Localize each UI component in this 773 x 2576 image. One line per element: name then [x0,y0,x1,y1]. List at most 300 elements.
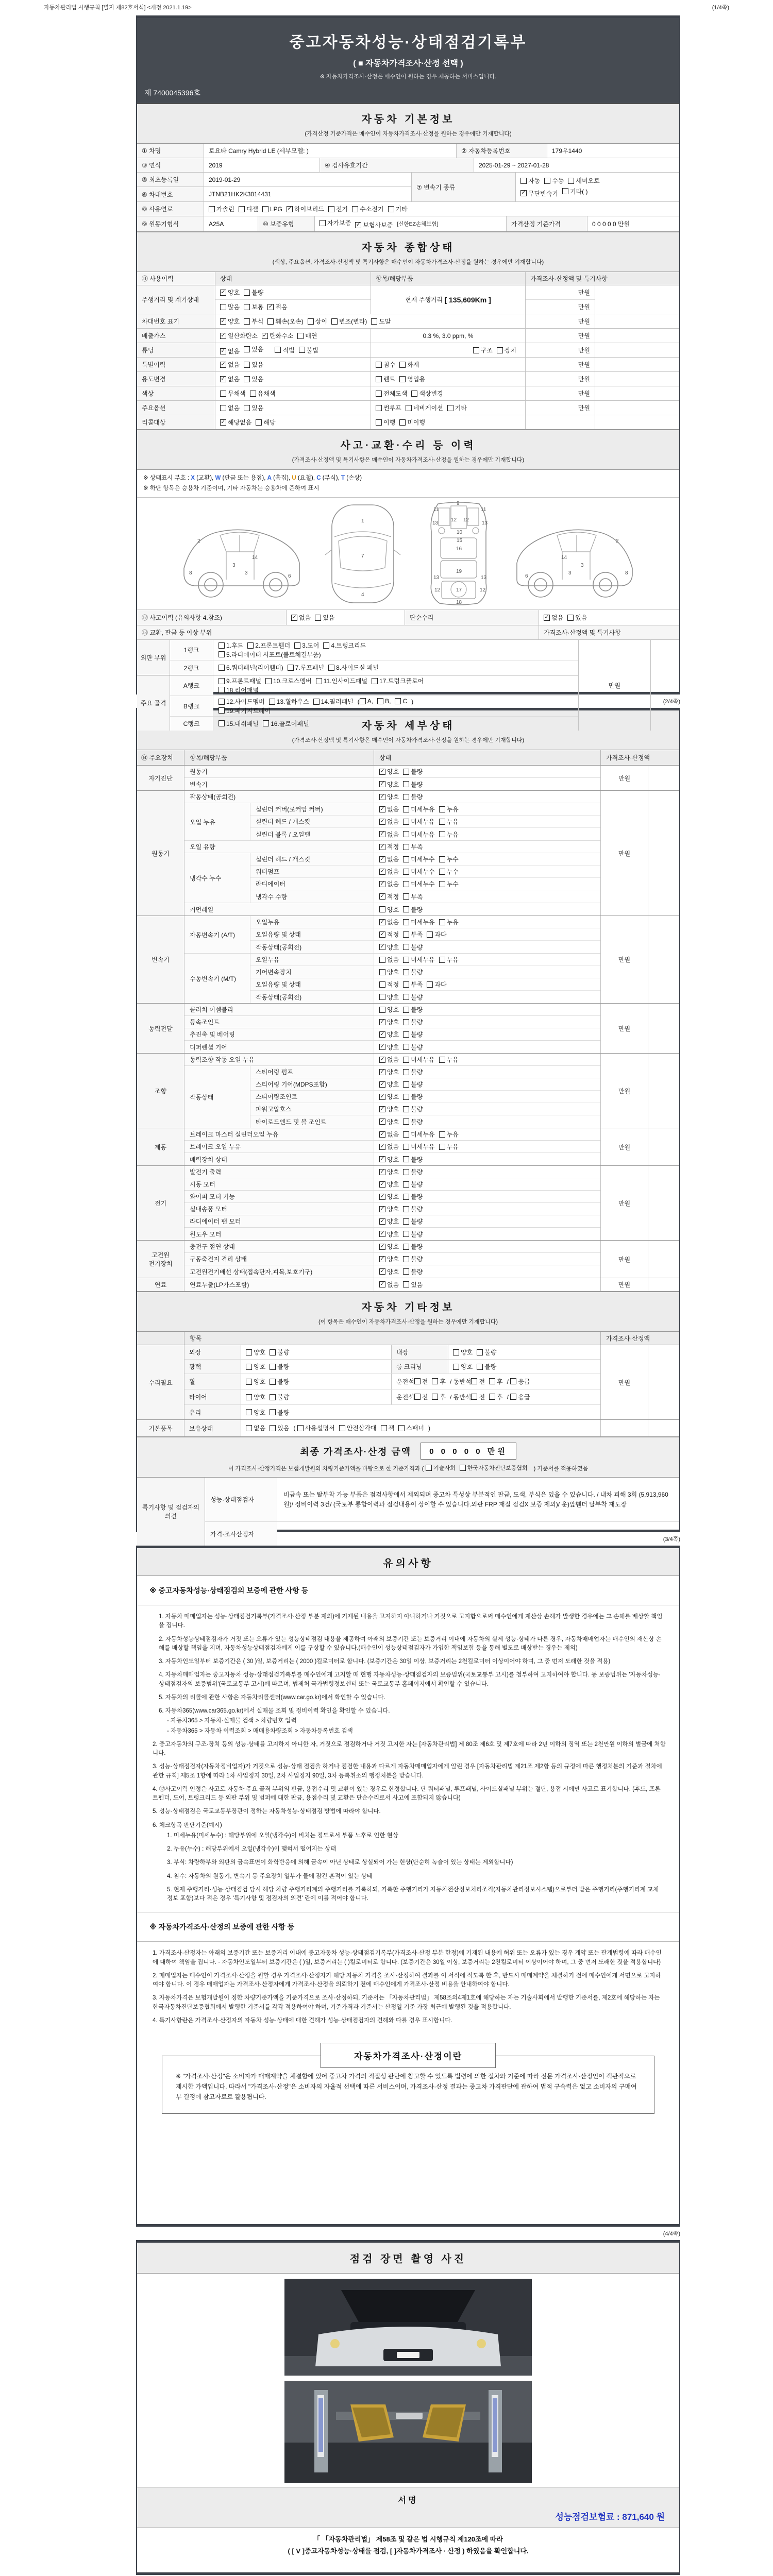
unchecked-checkbox-option[interactable]: 5.라디에이터 서포트(볼트체결부품) [219,650,321,659]
checked-checkbox-option[interactable]: ✓ 양호 [380,1118,399,1126]
unchecked-checkbox-option[interactable]: 썬루프 [376,403,401,412]
checked-checkbox-option[interactable]: ✓ 양호 [380,781,399,788]
unchecked-checkbox-option[interactable]: 훼손(오손) [267,317,303,326]
unchecked-checkbox-option[interactable]: 불량 [403,780,423,789]
unchecked-checkbox-option[interactable]: 있음 [244,403,263,412]
checked-checkbox-option[interactable]: ✓ 양호 [380,1268,399,1276]
unchecked-checkbox-option[interactable]: 전 [471,1393,485,1401]
unchecked-checkbox-option[interactable]: 불량 [403,1092,423,1101]
unchecked-checkbox-option[interactable]: 양호 [246,1377,265,1386]
unchecked-checkbox-option[interactable]: 4.트렁크리드 [323,641,366,650]
unchecked-checkbox-option[interactable]: 불량 [403,767,423,776]
unchecked-checkbox-option[interactable]: 11.인사이드패널 [316,676,367,685]
unchecked-checkbox-option[interactable]: 수소전기 [352,205,383,213]
item-state[interactable] [374,878,600,890]
checked-checkbox-option[interactable]: ✓ 적정 [380,843,399,851]
unchecked-checkbox-option[interactable]: 누유 [439,817,459,826]
color-options[interactable] [215,386,371,400]
unchecked-checkbox-option[interactable]: 영업용 [399,375,425,383]
unchecked-checkbox-option[interactable]: 불량 [403,1018,423,1026]
unchecked-checkbox-option[interactable]: 미이행 [399,418,425,427]
unchecked-checkbox-option[interactable]: 10.크로스멤버 [265,676,312,685]
unchecked-checkbox-option[interactable]: 18.리어패널 [219,686,259,694]
unchecked-checkbox-option[interactable]: 불량 [403,1105,423,1113]
unchecked-checkbox-option[interactable]: 양호 [453,1362,473,1371]
checked-checkbox-option[interactable]: ✓ 없음 [221,375,240,383]
unchecked-checkbox-option[interactable]: 불량 [403,792,423,801]
unchecked-checkbox-option[interactable]: 불량 [403,1192,423,1201]
unchecked-checkbox-option[interactable]: 부식 [244,317,263,326]
item-state[interactable] [374,966,600,978]
unchecked-checkbox-option[interactable]: 불량 [403,1167,423,1176]
item-state[interactable] [374,791,600,803]
unchecked-checkbox-option[interactable]: 양호 [379,905,399,914]
unchecked-checkbox-option[interactable]: 9.프론트패널 [219,676,261,685]
tuning-legal-options[interactable] [275,346,322,355]
rankB-items-line1[interactable] [219,697,358,706]
unchecked-checkbox-option[interactable]: 세미오토 [568,176,599,185]
unchecked-checkbox-option[interactable]: 도말 [371,317,391,326]
unchecked-checkbox-option[interactable]: A, [360,698,373,705]
unchecked-checkbox-option[interactable]: 스패너 [398,1423,424,1432]
unchecked-checkbox-option[interactable]: 불량 [403,943,423,952]
unchecked-checkbox-option[interactable]: 한국자동차진단보증협회 [460,1464,528,1472]
unchecked-checkbox-option[interactable]: 불량 [403,1030,423,1039]
item-state[interactable] [374,1228,600,1240]
checked-checkbox-option[interactable]: ✓ 없음 [221,347,240,355]
item-state[interactable] [374,1153,600,1165]
unchecked-checkbox-option[interactable]: 누유 [439,918,459,926]
item-state[interactable] [374,778,600,790]
unchecked-checkbox-option[interactable]: 16.플로어패널 [263,719,309,728]
checked-checkbox-option[interactable]: ✓ 없음 [380,1143,399,1150]
unchecked-checkbox-option[interactable]: 전 [414,1393,428,1401]
unchecked-checkbox-option[interactable]: 디젤 [239,205,258,213]
item-state[interactable] [374,1078,600,1090]
unchecked-checkbox-option[interactable]: 12.사이드멤버 [219,697,265,706]
item-state[interactable] [374,1191,600,1202]
unchecked-checkbox-option[interactable]: 불량 [477,1362,496,1371]
unchecked-checkbox-option[interactable]: 자동 [520,176,540,185]
unchecked-checkbox-option[interactable]: 응급 [510,1377,530,1386]
unchecked-checkbox-option[interactable]: 불량 [270,1393,289,1401]
unchecked-checkbox-option[interactable]: 17.트렁크플로어 [372,676,424,685]
transmission-type-options-1[interactable] [520,176,604,185]
unchecked-checkbox-option[interactable]: 구조 [473,346,493,354]
checked-checkbox-option[interactable]: ✓ 양호 [380,1080,399,1088]
unchecked-checkbox-option[interactable]: 있음 [315,613,334,622]
unchecked-checkbox-option[interactable]: 렌트 [376,375,395,383]
unchecked-checkbox-option[interactable]: 누유 [439,955,459,964]
checked-checkbox-option[interactable]: ✓ 없음 [380,818,399,825]
item-state[interactable] [374,1091,600,1103]
checked-checkbox-option[interactable]: ✓ 양호 [380,768,399,775]
unchecked-checkbox-option[interactable]: 불량 [403,1217,423,1226]
unchecked-checkbox-option[interactable]: 있음 [244,360,263,369]
checked-checkbox-option[interactable]: ✓ 양호 [380,1030,399,1038]
checked-checkbox-option[interactable]: ✓ 없음 [380,1056,399,1063]
wheel-options[interactable] [241,1374,392,1389]
fuel-options[interactable] [204,202,679,216]
interior-options[interactable] [448,1345,600,1359]
item-state[interactable] [374,1215,600,1227]
mileage-amount-options[interactable] [215,300,371,314]
unchecked-checkbox-option[interactable]: 13.휠하우스 [269,697,309,706]
unchecked-checkbox-option[interactable]: 장치 [497,346,516,354]
item-state[interactable] [374,1103,600,1115]
unchecked-checkbox-option[interactable]: 미세누유 [403,817,434,826]
rankA-items-line1[interactable] [219,676,573,686]
checked-checkbox-option[interactable]: ✓ 양호 [380,1205,399,1213]
unchecked-checkbox-option[interactable]: 전기 [328,205,348,213]
item-state[interactable] [374,1166,600,1178]
tire-passenger-options[interactable] [471,1393,507,1402]
unchecked-checkbox-option[interactable]: 있음 [403,1280,423,1289]
checked-checkbox-option[interactable]: ✓ 탄화수소 [262,332,294,340]
unchecked-checkbox-option[interactable]: 2.프론트휀더 [247,641,290,650]
unchecked-checkbox-option[interactable]: 과다 [427,930,446,939]
holding-options[interactable] [241,1420,600,1436]
item-state[interactable] [374,853,600,865]
wheel-positions[interactable] [392,1374,600,1389]
unchecked-checkbox-option[interactable]: 미세누유 [403,805,434,814]
options-exist[interactable] [215,401,371,415]
unchecked-checkbox-option[interactable]: 불량 [403,1205,423,1213]
unchecked-checkbox-option[interactable]: 불량 [403,1242,423,1251]
unchecked-checkbox-option[interactable]: 미세누유 [403,1130,434,1139]
warranty-checkboxes[interactable] [320,218,397,229]
unchecked-checkbox-option[interactable]: 양호 [246,1393,265,1401]
item-state[interactable] [374,1141,600,1153]
rankA-items-line2[interactable] [219,686,573,695]
rankB-items-line2[interactable] [219,706,573,716]
unchecked-checkbox-option[interactable]: 없음 [246,1423,265,1432]
checked-checkbox-option[interactable]: ✓ 없음 [380,918,399,926]
unchecked-checkbox-option[interactable]: 양호 [453,1348,473,1357]
unchecked-checkbox-option[interactable]: 전체도색 [376,389,407,398]
checked-checkbox-option[interactable]: ✓ 무단변속기 [521,190,558,197]
item-state[interactable] [374,1128,600,1140]
item-state[interactable] [374,1066,600,1078]
unchecked-checkbox-option[interactable]: 누유 [439,830,459,839]
unchecked-checkbox-option[interactable]: 보통 [244,302,263,311]
unchecked-checkbox-option[interactable]: 양호 [246,1362,265,1371]
unchecked-checkbox-option[interactable]: 불량 [403,1255,423,1263]
checked-checkbox-option[interactable]: ✓ 없음 [380,855,399,863]
checked-checkbox-option[interactable]: ✓ 양호 [380,793,399,801]
special-history-kind[interactable] [371,358,526,371]
checked-checkbox-option[interactable]: ✓ 양호 [380,1180,399,1188]
unchecked-checkbox-option[interactable]: 미세누유 [403,1055,434,1064]
item-state[interactable] [374,766,600,777]
unchecked-checkbox-option[interactable]: 침수 [376,360,395,369]
unchecked-checkbox-option[interactable]: 불량 [403,1267,423,1276]
standard-book-options[interactable] [426,1464,531,1472]
unchecked-checkbox-option[interactable]: 수동 [544,176,564,185]
item-state[interactable] [374,890,600,903]
unchecked-checkbox-option[interactable]: 누수 [439,867,459,876]
unchecked-checkbox-option[interactable]: 기술사회 [426,1464,456,1472]
checked-checkbox-option[interactable]: ✓ 양호 [380,1217,399,1225]
item-state[interactable] [374,978,600,990]
item-state[interactable] [374,1278,600,1291]
unchecked-checkbox-option[interactable]: 불량 [403,968,423,976]
vin-mark-options[interactable] [215,314,526,328]
item-state[interactable] [374,941,600,953]
room-cleaning-options[interactable] [448,1360,600,1374]
unchecked-checkbox-option[interactable]: 14.필러패널 [313,697,354,706]
unchecked-checkbox-option[interactable]: 잭 [381,1423,395,1432]
unchecked-checkbox-option[interactable]: 불량 [403,1067,423,1076]
item-state[interactable] [374,1265,600,1278]
unchecked-checkbox-option[interactable]: 8.사이드실 패널 [328,663,379,672]
item-state[interactable] [374,916,600,928]
unchecked-checkbox-option[interactable]: 안전삼각대 [339,1423,377,1432]
checked-checkbox-option[interactable]: ✓ 양호 [380,1230,399,1238]
unchecked-checkbox-option[interactable]: 무채색 [220,389,246,398]
tire-positions[interactable] [392,1389,600,1404]
unchecked-checkbox-option[interactable]: 후 [432,1377,446,1386]
unchecked-checkbox-option[interactable]: 부족 [403,892,423,901]
unchecked-checkbox-option[interactable]: 불량 [270,1408,289,1417]
unchecked-checkbox-option[interactable]: 미세누유 [403,1142,434,1151]
unchecked-checkbox-option[interactable]: 누유 [439,1130,459,1139]
glass-options[interactable] [241,1405,600,1419]
accident-history-options[interactable] [287,610,405,625]
unchecked-checkbox-option[interactable]: 있음 [244,375,263,383]
checked-checkbox-option[interactable]: ✓ 없음 [544,614,564,622]
unchecked-checkbox-option[interactable]: 없음 [220,403,240,412]
item-state[interactable] [374,841,600,853]
checked-checkbox-option[interactable]: ✓ 양호 [380,1093,399,1100]
unchecked-checkbox-option[interactable]: 미세누유 [403,955,434,964]
unchecked-checkbox-option[interactable]: 불량 [244,288,263,297]
checked-checkbox-option[interactable]: ✓ 없음 [380,868,399,875]
checked-checkbox-option[interactable]: ✓ 양호 [380,1105,399,1113]
unchecked-checkbox-option[interactable]: 불량 [270,1348,289,1357]
unchecked-checkbox-option[interactable]: 양호 [379,1005,399,1014]
unchecked-checkbox-option[interactable]: 유채색 [250,389,276,398]
checked-checkbox-option[interactable]: ✓ 적정 [380,893,399,901]
unchecked-checkbox-option[interactable]: 부족 [403,980,423,989]
checked-checkbox-option[interactable]: ✓ 양호 [380,1068,399,1076]
unchecked-checkbox-option[interactable]: 불량 [403,993,423,1002]
unchecked-checkbox-option[interactable]: 양호 [379,968,399,976]
hold-exist-options[interactable] [246,1423,296,1433]
item-state[interactable] [374,991,600,1003]
checked-checkbox-option[interactable]: ✓ 양호 [380,1168,399,1176]
recall-done-options[interactable] [371,415,526,429]
tire-options[interactable] [241,1389,392,1404]
tire-emergency-option[interactable] [510,1393,534,1402]
unchecked-checkbox-option[interactable]: 누유 [439,1142,459,1151]
checked-checkbox-option[interactable]: ✓ 해당없음 [221,418,252,426]
item-state[interactable] [374,816,600,827]
emission-options[interactable] [215,329,371,343]
simple-repair-options[interactable] [539,610,679,625]
unchecked-checkbox-option[interactable]: 응급 [510,1393,530,1401]
item-state[interactable] [374,1253,600,1265]
unchecked-checkbox-option[interactable]: 미세누수 [403,867,434,876]
checked-checkbox-option[interactable]: ✓ 양호 [221,289,240,296]
wheel-driver-options[interactable] [414,1377,450,1386]
unchecked-checkbox-option[interactable]: 미세누수 [403,855,434,863]
checked-checkbox-option[interactable]: ✓ 없음 [380,805,399,813]
unchecked-checkbox-option[interactable]: 사용설명서 [297,1423,335,1432]
checked-checkbox-option[interactable]: ✓ 없음 [380,880,399,888]
hold-item-options[interactable] [297,1423,431,1433]
warranty-type-options[interactable] [315,216,507,231]
unchecked-checkbox-option[interactable]: B, [377,698,391,705]
unchecked-checkbox-option[interactable]: LPG [262,206,282,213]
checked-checkbox-option[interactable]: ✓ 없음 [292,614,311,622]
item-state[interactable] [374,828,600,840]
unchecked-checkbox-option[interactable]: 불량 [403,1080,423,1089]
exterior-options[interactable] [241,1345,392,1359]
unchecked-checkbox-option[interactable]: 불량 [403,1117,423,1126]
unchecked-checkbox-option[interactable]: 미세누유 [403,830,434,839]
item-state[interactable] [374,903,600,916]
unchecked-checkbox-option[interactable]: 후 [432,1393,446,1401]
unchecked-checkbox-option[interactable]: 기타 [447,403,467,412]
item-state[interactable] [374,1028,600,1040]
unchecked-checkbox-option[interactable]: 있음 [270,1423,289,1432]
item-state[interactable] [374,1178,600,1190]
rankB-pillar-options[interactable] [357,697,414,706]
unchecked-checkbox-option[interactable]: 미세누유 [403,918,434,926]
rank1-items-line2[interactable] [219,650,573,659]
unchecked-checkbox-option[interactable]: 미세누수 [403,879,434,888]
checked-checkbox-option[interactable]: ✓ 양호 [380,1156,399,1163]
checked-checkbox-option[interactable]: ✓ 양호 [380,943,399,951]
unchecked-checkbox-option[interactable]: 불량 [403,1180,423,1189]
special-history-options[interactable] [215,358,371,371]
item-state[interactable] [374,1054,600,1065]
unchecked-checkbox-option[interactable]: 양호 [246,1408,265,1417]
unchecked-checkbox-option[interactable]: 있음 [244,345,263,353]
unchecked-checkbox-option[interactable]: 이행 [376,418,395,427]
unchecked-checkbox-option[interactable]: 자가보증 [320,218,351,227]
unchecked-checkbox-option[interactable]: 1.후드 [219,641,243,650]
unchecked-checkbox-option[interactable]: 불량 [403,1230,423,1239]
unchecked-checkbox-option[interactable]: 6.쿼터패널(리어휀더) [219,663,283,672]
item-state[interactable] [374,1241,600,1252]
unchecked-checkbox-option[interactable]: 매연 [297,331,317,340]
unchecked-checkbox-option[interactable]: 있음 [567,613,587,622]
unchecked-checkbox-option[interactable]: 과다 [427,980,446,989]
rank1-items-line1[interactable] [219,641,573,650]
tuning-kind-options[interactable] [371,343,526,357]
unchecked-checkbox-option[interactable]: 누수 [439,855,459,863]
checked-checkbox-option[interactable]: ✓ 보험사보증 [356,221,393,229]
unchecked-checkbox-option[interactable]: C [395,698,407,705]
mileage-state-options[interactable] [215,285,371,300]
unchecked-checkbox-option[interactable]: 불량 [403,1155,423,1164]
unchecked-checkbox-option[interactable]: 적정 [379,980,399,989]
checked-checkbox-option[interactable]: ✓ 없음 [380,831,399,838]
unchecked-checkbox-option[interactable]: 부족 [403,842,423,851]
checked-checkbox-option[interactable]: ✓ 적정 [380,930,399,938]
unchecked-checkbox-option[interactable]: 후 [489,1393,503,1401]
checked-checkbox-option[interactable]: ✓ 하이브리드 [287,205,324,213]
wheel-passenger-options[interactable] [471,1377,507,1386]
checked-checkbox-option[interactable]: ✓ 양호 [221,317,240,325]
unchecked-checkbox-option[interactable]: 네비게이션 [406,403,443,412]
unchecked-checkbox-option[interactable]: 후 [489,1377,503,1386]
checked-checkbox-option[interactable]: ✓ 양호 [380,1043,399,1051]
checked-checkbox-option[interactable]: ✓ 일산화탄소 [221,332,258,340]
unchecked-checkbox-option[interactable]: 적법 [275,346,294,354]
unchecked-checkbox-option[interactable]: 3.도어 [294,641,319,650]
unchecked-checkbox-option[interactable]: 전 [414,1377,428,1386]
unchecked-checkbox-option[interactable]: 색상변경 [411,389,443,398]
checked-checkbox-option[interactable]: ✓ 적음 [268,303,288,311]
unchecked-checkbox-option[interactable]: 없음 [379,955,399,964]
item-state[interactable] [374,1016,600,1028]
unchecked-checkbox-option[interactable]: 변조(변타) [331,317,367,326]
polish-options[interactable] [241,1360,392,1374]
unchecked-checkbox-option[interactable]: 양호 [379,993,399,1002]
unchecked-checkbox-option[interactable]: 불량 [403,1005,423,1014]
checked-checkbox-option[interactable]: ✓ 양호 [380,1018,399,1026]
tire-driver-options[interactable] [414,1393,450,1402]
unchecked-checkbox-option[interactable]: 불량 [270,1377,289,1386]
item-state[interactable] [374,1004,600,1015]
usage-change-kind[interactable] [371,372,526,386]
unchecked-checkbox-option[interactable]: 19.패키지트레이 [219,706,271,715]
unchecked-checkbox-option[interactable]: 양호 [246,1348,265,1357]
item-state[interactable] [374,1041,600,1053]
unchecked-checkbox-option[interactable]: 기타( ) [562,187,588,196]
unchecked-checkbox-option[interactable]: 누수 [439,879,459,888]
unchecked-checkbox-option[interactable]: 많음 [220,302,240,311]
item-state[interactable] [374,866,600,877]
wheel-emergency-option[interactable] [510,1377,534,1386]
unchecked-checkbox-option[interactable]: 부족 [403,930,423,939]
tuning-exist-options[interactable] [220,345,267,355]
item-state[interactable] [374,1203,600,1215]
unchecked-checkbox-option[interactable]: 불량 [270,1362,289,1371]
unchecked-checkbox-option[interactable]: 불량 [477,1348,496,1357]
unchecked-checkbox-option[interactable]: 불량 [403,1043,423,1052]
checked-checkbox-option[interactable]: ✓ 양호 [380,1243,399,1250]
unchecked-checkbox-option[interactable]: 불법 [299,346,318,354]
unchecked-checkbox-option[interactable]: 누유 [439,1055,459,1064]
tuning-state[interactable] [215,343,371,357]
unchecked-checkbox-option[interactable]: 누유 [439,805,459,814]
item-state[interactable] [374,803,600,815]
unchecked-checkbox-option[interactable]: 전 [471,1377,485,1386]
checked-checkbox-option[interactable]: ✓ 양호 [380,1193,399,1200]
checked-checkbox-option[interactable]: ✓ 양호 [380,1255,399,1263]
unchecked-checkbox-option[interactable]: 불량 [403,905,423,914]
usage-change-options[interactable] [215,372,371,386]
options-kind[interactable] [371,401,526,415]
checked-checkbox-option[interactable]: ✓ 없음 [380,1130,399,1138]
unchecked-checkbox-option[interactable]: 가솔린 [209,205,234,213]
rank2-items[interactable] [219,663,573,672]
unchecked-checkbox-option[interactable]: 해당 [256,418,275,427]
item-state[interactable] [374,1115,600,1128]
transmission-type-options-2[interactable] [520,187,592,198]
unchecked-checkbox-option[interactable]: 15.대쉬패널 [219,719,259,728]
unchecked-checkbox-option[interactable]: 화재 [399,360,419,369]
checked-checkbox-option[interactable]: ✓ 없음 [221,361,240,368]
unchecked-checkbox-option[interactable]: 7.루프패널 [288,663,324,672]
unchecked-checkbox-option[interactable]: 기타 [388,205,408,213]
color-change-options[interactable] [371,386,526,400]
item-state[interactable] [374,928,600,940]
